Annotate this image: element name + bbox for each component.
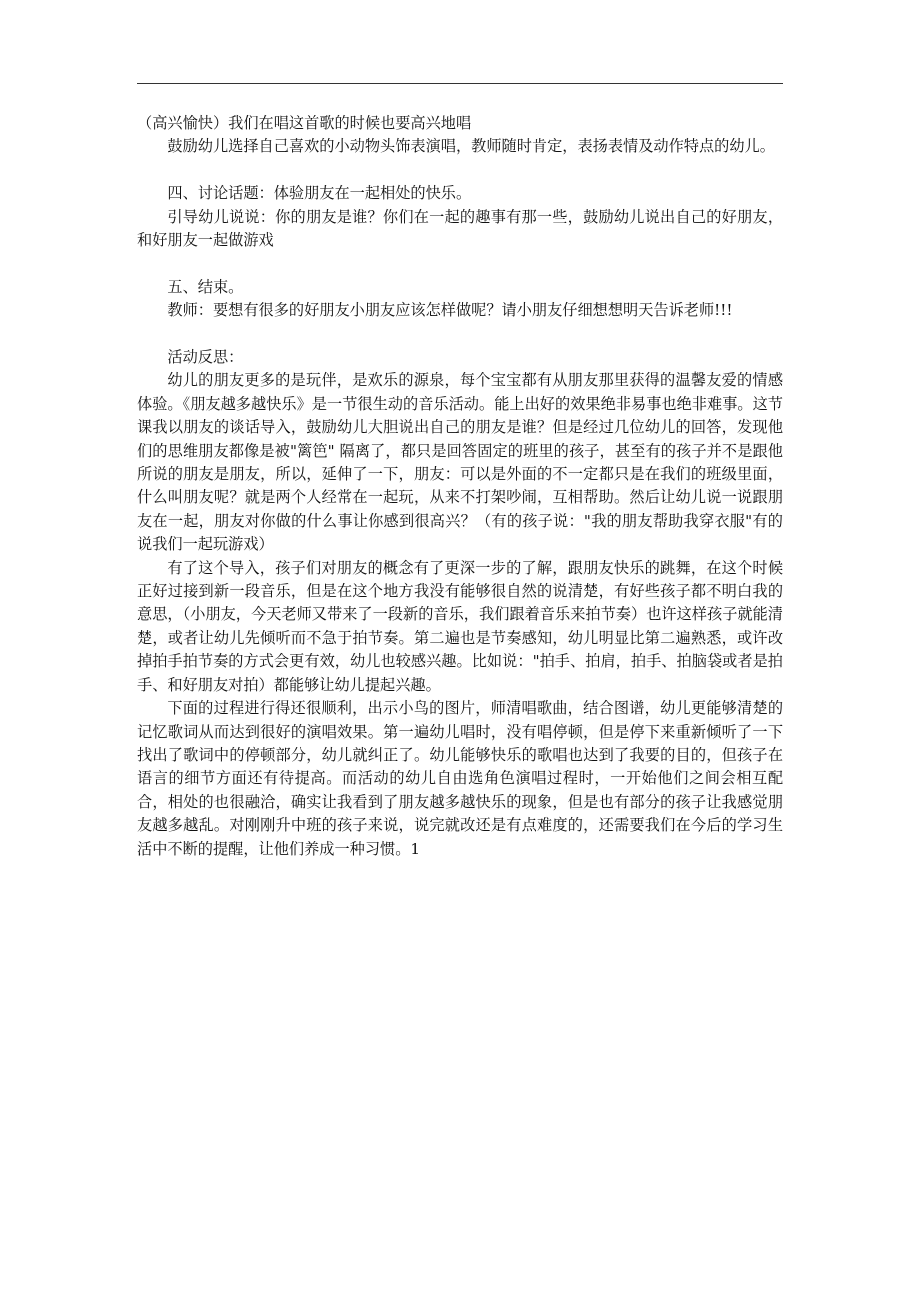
section-heading-reflection: 活动反思：: [167, 348, 244, 367]
paragraph-reflection-intro: 幼儿的朋友更多的是玩伴，是欢乐的源泉，每个宝宝都有从朋友那里获得的温馨友爱的情感体验。《朋友越多越快乐》是一节很生动的音乐活动。能上出好的效果绝非易事也绝非难事。这节课我以朋友的谈话导入，鼓励幼儿大胆说出自己的朋友是谁？但是经过几位幼儿的回答，发现他们的思维朋友都像是被"篱笆" 隔离了，都只是回答固定的班里的孩子，甚至有的孩子并不是跟他所说的朋友是朋友，所以，延伸了一下，朋友：可以是外面的不一定都只是在我们的班级里面，什么叫朋友呢？就是两个人经常在一起玩，从来不打架吵闹，互相帮助。然后让幼儿说一说跟朋友在一起，朋友对你做的什么事让你感到很高兴？（有的孩子说："我的朋友帮助我穿衣服"有的说我们一起玩游戏）: [137, 371, 783, 554]
paragraph-discussion-guide: 引导幼儿说说：你的朋友是谁？你们在一起的趣事有那一些，鼓励幼儿说出自己的好朋友，和好朋友一起做游戏: [137, 207, 783, 250]
paragraph-spacer: [137, 159, 783, 182]
header-rule: [137, 83, 783, 84]
section-heading-ending: 五、结束。: [167, 277, 244, 296]
section-heading-discussion: 四、讨论话题：体验朋友在一起相处的快乐。: [167, 184, 472, 203]
paragraph-spacer: [137, 323, 783, 346]
document-body: [137, 112, 783, 861]
paragraph-headwear-performance: 鼓励幼儿选择自己喜欢的小动物头饰表演唱，教师随时肯定，表扬表情及动作特点的幼儿。: [167, 137, 775, 156]
paragraph-sing-happily: （高兴愉快）我们在唱这首歌的时候也要高兴地唱: [137, 114, 472, 132]
paragraph-reflection-singing: 下面的过程进行得还很顺利，出示小鸟的图片，师清唱歌曲，结合图谱，幼儿更能够清楚的记忆歌词从而达到很好的演唱效果。第一遍幼儿唱时，没有唱停顿，但是停下来重新倾听了一下找出了歌词中的停顿部分，幼儿就纠正了。幼儿能够快乐的歌唱也达到了我要的目的，但孩子在语言的细节方面还有待提高。而活动的幼儿自由选角色演唱过程时，一开始他们之间会相互配合，相处的也很融洽，确实让我看到了朋友越多越快乐的现象，但是也有部分的孩子让我感觉朋友越多越乱。对刚刚升中班的孩子来说，说完就改还是有点难度的，还需要我们在今后的学习生活中不断的提醒，让他们养成一种习惯。1: [137, 699, 783, 858]
paragraph-spacer: [137, 252, 783, 275]
paragraph-reflection-rhythm: 有了这个导入，孩子们对朋友的概念有了更深一步的了解，跟朋友快乐的跳舞，在这个时候正好过接到新一段音乐，但是在这个地方我没有能够很自然的说清楚，有好些孩子都不明白我的意思，（小朋友，今天老师又带来了一段新的音乐，我们跟着音乐来拍节奏）也许这样孩子就能清楚，或者让幼儿先倾听而不急于拍节奏。第二遍也是节奏感知，幼儿明显比第二遍熟悉，或许改掉拍手拍节奏的方式会更有效，幼儿也较感兴趣。比如说："拍手、拍肩，拍手、拍脑袋或者是拍手、和好朋友对拍）都能够让幼儿提起兴趣。: [137, 558, 783, 694]
paragraph-teacher-question: 教师：要想有很多的好朋友小朋友应该怎样做呢？请小朋友仔细想想明天告诉老师!!!: [167, 301, 733, 320]
